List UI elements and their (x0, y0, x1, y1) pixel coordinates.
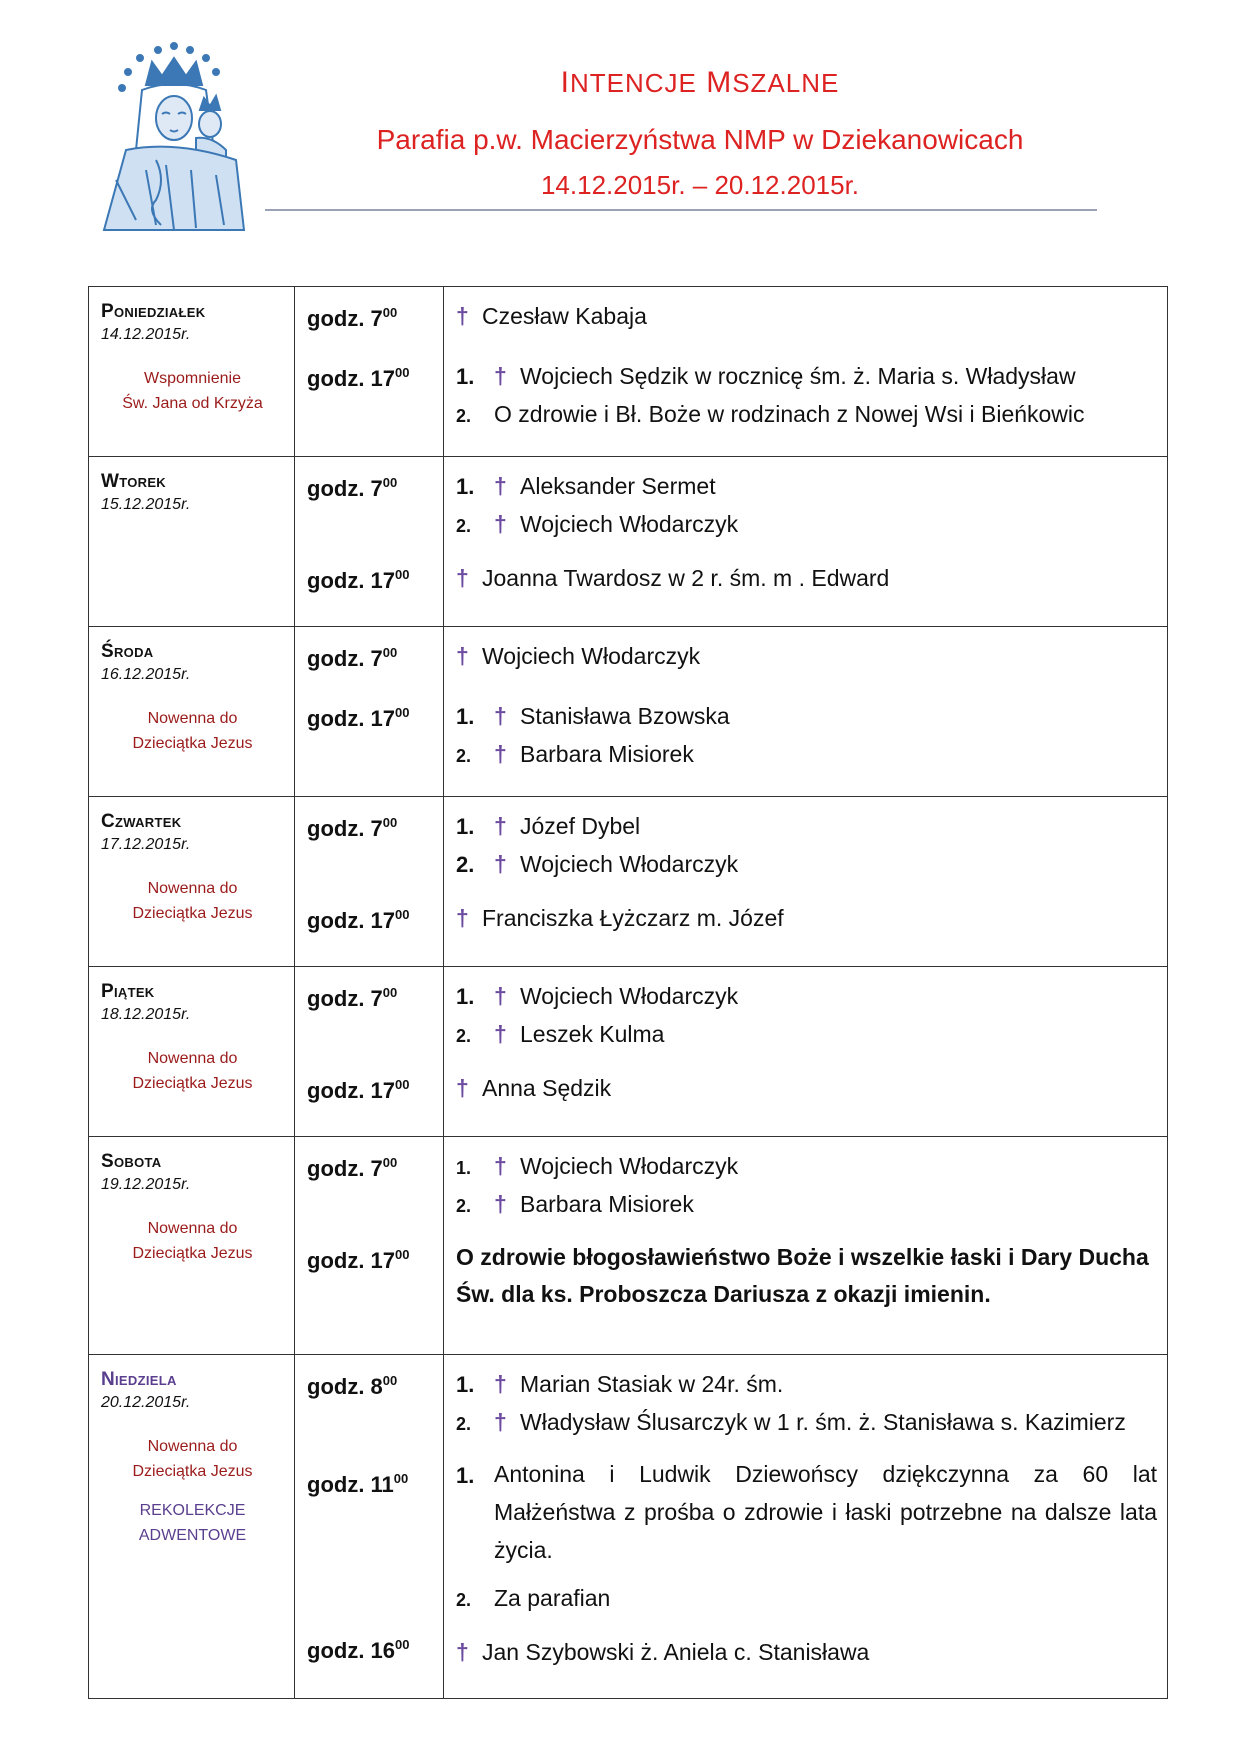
cross-icon: † (456, 565, 469, 591)
mass-time: godz. $7^{00}$ (307, 475, 398, 501)
intention: 2. † Wojciech Włodarczyk (456, 851, 739, 877)
day-date: 15.12.2015r. (101, 496, 191, 513)
intention: 2. † Władysław Ślusarczyk w 1 r. śm. ż. Stanisława s. Kazimierz (456, 1409, 1126, 1435)
cross-icon: † (494, 511, 507, 537)
cross-icon: † (494, 741, 507, 767)
cross-icon: † (456, 905, 469, 931)
intention: † Joanna Twardosz w 2 r. śm. m . Edward (456, 565, 890, 591)
table-row (89, 1137, 1168, 1355)
intention: 1. † Wojciech Włodarczyk (456, 983, 739, 1009)
intention: † Franciszka Łyżczarz m. Józef (456, 905, 784, 931)
intention: 2. † Wojciech Włodarczyk (456, 511, 739, 537)
mass-time: godz. $17^{00}$ (307, 567, 410, 593)
intention: 1. † Wojciech Włodarczyk (456, 1153, 739, 1179)
table-row (89, 627, 1168, 797)
day-date: 14.12.2015r. (101, 326, 191, 343)
table-row (89, 797, 1168, 967)
intention: 1. † Stanisława Bzowska (456, 703, 730, 729)
day-date: 19.12.2015r. (101, 1176, 191, 1193)
intention: 1. † Wojciech Sędzik w rocznicę śm. ż. Maria s. Władysław (456, 363, 1076, 389)
mass-time: godz. $16^{00}$ (307, 1637, 410, 1663)
intention: 2. † Barbara Misiorek (456, 1191, 694, 1217)
table-row (89, 457, 1168, 627)
day-name: Czwartek (101, 811, 182, 832)
header-divider (265, 209, 1097, 211)
mass-time: godz. $11^{00}$ (307, 1471, 409, 1497)
day-note: Nowenna do Dzieciątka Jezus (132, 880, 253, 922)
date-range: 14.12.2015r. – 20.12.2015r. (540, 170, 860, 200)
day-note: Nowenna do Dzieciątka Jezus (132, 710, 253, 752)
cross-icon: † (494, 473, 507, 499)
cross-icon: † (494, 983, 507, 1009)
mass-time: godz. $17^{00}$ (307, 1247, 410, 1273)
mass-time: godz. $17^{00}$ (307, 907, 410, 933)
madonna-logo-icon (96, 40, 246, 235)
intention: 2. † Leszek Kulma (456, 1021, 665, 1047)
parish-name: Parafia p.w. Macierzyństwa NMP w Dziekanowicach (376, 124, 1024, 155)
intention: 1. † Józef Dybel (456, 813, 641, 839)
intention: O zdrowie błogosławieństwo Boże i wszelkie łaski i Dary Ducha Św. dla ks. Proboszcza Dariusza z okazji imienin. (456, 1244, 1149, 1307)
day-name: Niedziela (101, 1369, 177, 1390)
cross-icon: † (494, 1153, 507, 1179)
day-name: Sobota (101, 1151, 162, 1172)
cross-icon: † (456, 1075, 469, 1101)
day-name: Piątek (101, 981, 155, 1002)
intentions-table (88, 286, 1168, 1699)
intention: 2. O zdrowie i Bł. Boże w rodzinach z Nowej Wsi i Bieńkowic (456, 401, 1085, 427)
cross-icon: † (456, 303, 469, 329)
cross-icon: † (456, 643, 469, 669)
intention: 2. † Barbara Misiorek (456, 741, 694, 767)
table-row (89, 287, 1168, 457)
mass-time: godz. $17^{00}$ (307, 705, 410, 731)
day-date: 20.12.2015r. (101, 1394, 191, 1411)
mass-time: godz. $7^{00}$ (307, 1155, 398, 1181)
cross-icon: † (494, 813, 507, 839)
intention: † Jan Szybowski ż. Aniela c. Stanisława (456, 1639, 870, 1665)
intention: † Wojciech Włodarczyk (456, 643, 701, 669)
cross-icon: † (494, 1191, 507, 1217)
day-date: 18.12.2015r. (101, 1006, 191, 1023)
cross-icon: † (494, 1371, 507, 1397)
mass-time: godz. $7^{00}$ (307, 815, 398, 841)
mass-time: godz. $7^{00}$ (307, 305, 398, 331)
cross-icon: † (494, 703, 507, 729)
day-name: Środa (101, 641, 154, 662)
intention: † Anna Sędzik (456, 1075, 612, 1101)
intention: 1. † Aleksander Sermet (456, 473, 716, 499)
day-note: Nowenna do Dzieciątka Jezus (132, 1438, 253, 1480)
day-date: 16.12.2015r. (101, 666, 191, 683)
document-title: INTENCJE MSZALNE (560, 66, 840, 99)
day-note: Nowenna do Dzieciątka Jezus (132, 1220, 253, 1262)
day-note-retreat: REKOLEKCJE ADWENTOWE (138, 1502, 247, 1544)
intention: 2. Za parafian (456, 1585, 611, 1611)
day-note: Nowenna do Dzieciątka Jezus (132, 1050, 253, 1092)
table-row (89, 1355, 1168, 1699)
intention: † Czesław Kabaja (456, 303, 647, 329)
table-row (89, 967, 1168, 1137)
day-date: 17.12.2015r. (101, 836, 191, 853)
cross-icon: † (494, 363, 507, 389)
cross-icon: † (456, 1639, 469, 1665)
day-name: Poniedziałek (101, 301, 206, 322)
day-name: Wtorek (101, 471, 166, 492)
day-note: Wspomnienie Św. Jana od Krzyża (122, 370, 263, 412)
intention: 1. Antonina i Ludwik Dziewońscy dziękczynna za 60 lat Małżeństwa z prośba o zdrowie i łaski potrzebne na dalsze lata życia. (456, 1461, 1157, 1563)
mass-time: godz. $17^{00}$ (307, 365, 410, 391)
cross-icon: † (494, 1409, 507, 1435)
mass-time: godz. $8^{00}$ (307, 1373, 398, 1399)
cross-icon: † (494, 1021, 507, 1047)
mass-time: godz. $7^{00}$ (307, 645, 398, 671)
mass-time: godz. $17^{00}$ (307, 1077, 410, 1103)
intention: 1. † Marian Stasiak w 24r. śm. (456, 1371, 784, 1397)
mass-time: godz. $7^{00}$ (307, 985, 398, 1011)
cross-icon: † (494, 851, 507, 877)
